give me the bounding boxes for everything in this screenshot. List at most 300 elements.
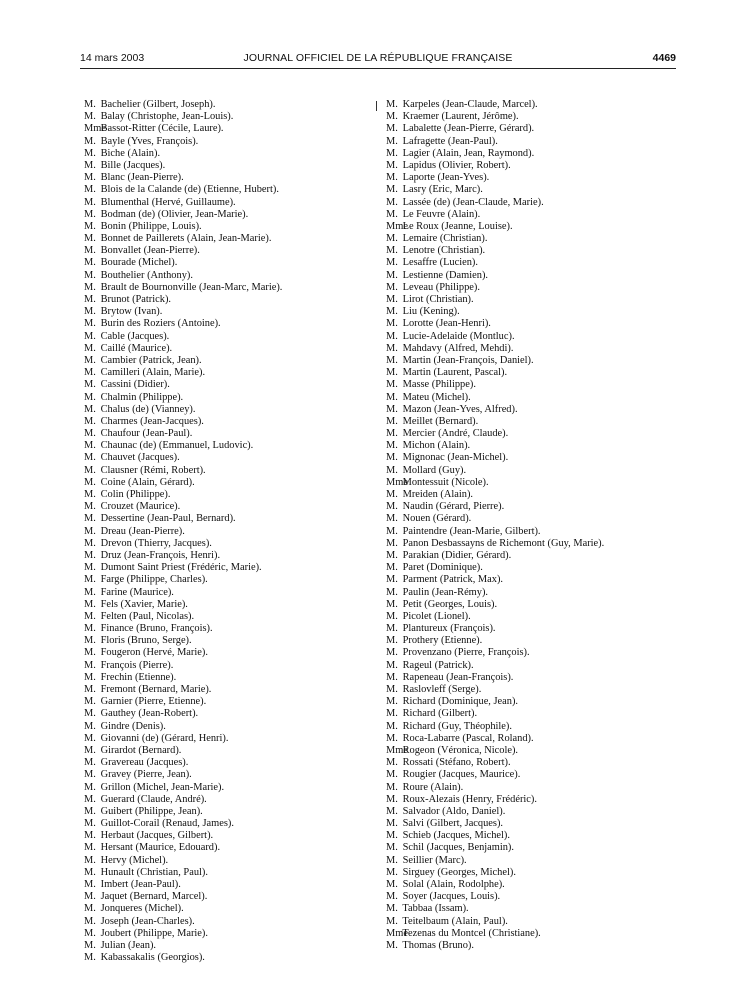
civility: M.	[84, 610, 96, 622]
civility: M.	[386, 720, 398, 732]
civility: M.	[84, 208, 96, 220]
list-item	[84, 197, 384, 209]
civility: M.	[84, 854, 96, 866]
person-name: Camilleri (Alain, Marie).	[100, 367, 206, 379]
person-name: Nouen (Gérard).	[402, 513, 472, 525]
list-item	[386, 818, 686, 830]
right-column	[386, 99, 686, 952]
list-item	[386, 136, 686, 148]
person-name: Plantureux (François).	[402, 623, 496, 635]
person-name: Mercier (André, Claude).	[402, 428, 509, 440]
civility: M.	[84, 647, 96, 659]
person-name: Schil (Jacques, Benjamin).	[402, 842, 514, 854]
civility: M.	[386, 111, 398, 123]
person-name: Richard (Guy, Théophile).	[402, 720, 512, 732]
list-item	[386, 721, 686, 733]
civility: M.	[386, 623, 398, 635]
page-number: 4469	[652, 52, 676, 64]
list-item	[386, 489, 686, 501]
list-item	[84, 733, 384, 745]
list-item	[386, 245, 686, 257]
civility: M.	[84, 891, 96, 903]
person-name: Joubert (Philippe, Marie).	[100, 927, 208, 939]
list-item	[386, 660, 686, 672]
list-item	[386, 160, 686, 172]
person-name: Blumenthal (Hervé, Guillaume).	[100, 196, 236, 208]
person-name: Raslovleff (Serge).	[402, 684, 482, 695]
civility: M.	[84, 939, 96, 951]
person-name: Michon (Alain).	[402, 440, 471, 452]
civility: M.	[84, 525, 96, 537]
list-item	[386, 257, 686, 269]
list-item	[386, 197, 686, 209]
list-item	[386, 672, 686, 684]
person-name: Cassini (Didier).	[100, 379, 170, 391]
person-name: Bonvallet (Jean-Pierre).	[100, 245, 200, 257]
civility: M.	[386, 793, 398, 805]
person-name: Lestienne (Damien).	[402, 269, 489, 281]
person-name: Martin (Laurent, Pascal).	[402, 367, 508, 379]
civility: M.	[84, 476, 96, 488]
person-name: Charmes (Jean-Jacques).	[100, 415, 204, 427]
list-item	[84, 221, 384, 233]
list-item	[386, 830, 686, 842]
list-item	[84, 806, 384, 818]
civility: M.	[386, 525, 398, 537]
list-item	[386, 184, 686, 196]
list-item	[84, 538, 384, 550]
person-name: Lesaffre (Lucien).	[402, 257, 478, 269]
civility: M.	[386, 306, 398, 318]
person-name: Julian (Jean).	[100, 939, 157, 951]
civility: M.	[386, 172, 398, 184]
civility: M.	[386, 610, 398, 622]
list-item	[84, 513, 384, 525]
person-name: Garnier (Pierre, Etienne).	[100, 696, 207, 708]
list-item	[386, 782, 686, 794]
list-item	[386, 806, 686, 818]
list-item	[386, 769, 686, 781]
person-name: Lassée (de) (Jean-Claude, Marie).	[402, 196, 544, 208]
list-item	[386, 233, 686, 245]
civility: M.	[84, 464, 96, 476]
person-name: Roux-Alezais (Henry, Frédéric).	[402, 793, 537, 805]
list-item	[84, 270, 384, 282]
civility: M.	[84, 708, 96, 720]
list-item	[84, 306, 384, 318]
list-item	[386, 757, 686, 769]
list-item	[84, 123, 384, 135]
list-item	[386, 111, 686, 123]
person-name: Biche (Alain).	[100, 147, 161, 159]
list-item	[386, 794, 686, 806]
person-name: Hervy (Michel).	[100, 854, 169, 866]
list-item	[84, 891, 384, 903]
civility: M.	[386, 598, 398, 610]
person-name: Le Roux (Jeanne, Louise).	[402, 220, 513, 232]
person-name: Masse (Philippe).	[402, 379, 476, 391]
civility: M.	[386, 318, 398, 330]
list-item	[84, 489, 384, 501]
person-name: Gindre (Denis).	[100, 720, 166, 732]
civility: M.	[84, 330, 96, 342]
person-name: Lirot (Christian).	[402, 294, 474, 305]
civility: M.	[84, 818, 96, 830]
civility: M.	[84, 172, 96, 184]
person-name: Chaufour (Jean-Paul).	[100, 428, 193, 440]
person-name: Floris (Bruno, Serge).	[100, 635, 192, 647]
civility: M.	[84, 281, 96, 293]
civility: M.	[386, 233, 398, 245]
person-name: Bachelier (Gilbert, Joseph).	[100, 99, 216, 110]
list-item	[84, 940, 384, 952]
civility: M.	[386, 135, 398, 147]
person-name: Mreiden (Alain).	[402, 489, 474, 500]
list-item	[84, 184, 384, 196]
person-name: Seillier (Marc).	[402, 854, 467, 866]
person-name: Blanc (Jean-Pierre).	[100, 172, 184, 184]
person-name: Karpeles (Jean-Claude, Marcel).	[402, 99, 538, 110]
person-name: Rougier (Jacques, Maurice).	[402, 769, 521, 781]
civility: M.	[84, 257, 96, 269]
civility: M.	[84, 294, 96, 305]
list-item	[84, 233, 384, 245]
civility: M.	[386, 854, 398, 866]
civility: M.	[386, 671, 398, 683]
issue-date: 14 mars 2003	[80, 52, 145, 64]
person-name: Salvador (Aldo, Daniel).	[402, 805, 506, 817]
civility: M.	[386, 684, 398, 695]
civility: M.	[386, 830, 398, 842]
civility: M.	[84, 513, 96, 525]
person-name: Farge (Philippe, Charles).	[100, 574, 208, 586]
list-item	[84, 696, 384, 708]
list-item	[386, 538, 686, 550]
person-name: Bassot-Ritter (Cécile, Laure).	[100, 123, 224, 135]
civility: M.	[84, 684, 96, 695]
person-name: Bouthelier (Anthony).	[100, 269, 193, 281]
list-item	[386, 282, 686, 294]
civility: M.	[84, 744, 96, 756]
civility: M.	[386, 769, 398, 781]
civility: M.	[84, 842, 96, 854]
list-item	[386, 733, 686, 745]
person-name: Brault de Bournonville (Jean-Marc, Marie).	[100, 281, 283, 293]
list-item	[84, 367, 384, 379]
list-item	[386, 465, 686, 477]
person-name: Lasry (Eric, Marc).	[402, 184, 483, 196]
civility: M.	[386, 879, 398, 890]
civility: M.	[386, 562, 398, 574]
person-name: Paintendre (Jean-Marie, Gilbert).	[402, 525, 541, 537]
person-name: Gauthey (Jean-Robert).	[100, 708, 199, 720]
list-item	[84, 477, 384, 489]
list-item	[386, 842, 686, 854]
civility: M.	[386, 147, 398, 159]
civility: M.	[84, 135, 96, 147]
civility: M.	[84, 367, 96, 379]
list-item	[84, 721, 384, 733]
person-name: Chalus (de) (Vianney).	[100, 403, 196, 415]
civility: M.	[386, 281, 398, 293]
civility: M.	[386, 891, 398, 903]
person-name: Girardot (Bernard).	[100, 744, 182, 756]
person-name: Teitelbaum (Alain, Paul).	[402, 915, 508, 927]
list-item	[386, 270, 686, 282]
civility: M.	[386, 452, 398, 464]
person-name: Salvi (Gilbert, Jacques).	[402, 818, 504, 830]
list-item	[84, 428, 384, 440]
list-item	[386, 745, 686, 757]
list-item	[386, 221, 686, 233]
civility: M.	[84, 159, 96, 171]
civility: M.	[386, 586, 398, 598]
civility: M.	[386, 513, 398, 525]
list-item	[386, 392, 686, 404]
person-name: Drevon (Thierry, Jacques).	[100, 537, 212, 549]
civility: M.	[84, 769, 96, 781]
list-item	[84, 392, 384, 404]
list-item	[386, 879, 686, 891]
civility: M.	[386, 805, 398, 817]
person-name: Richard (Gilbert).	[402, 708, 478, 720]
person-name: Soyer (Jacques, Louis).	[402, 891, 501, 903]
list-item	[84, 99, 384, 111]
person-name: Jonqueres (Michel).	[100, 903, 184, 915]
person-name: Bonin (Philippe, Louis).	[100, 220, 202, 232]
person-name: Colin (Philippe).	[100, 489, 171, 500]
person-name: Hersant (Maurice, Edouard).	[100, 842, 221, 854]
civility: M.	[84, 428, 96, 440]
person-name: Felten (Paul, Nicolas).	[100, 610, 195, 622]
civility: M.	[386, 464, 398, 476]
civility: M.	[84, 415, 96, 427]
list-item	[386, 343, 686, 355]
list-item	[84, 136, 384, 148]
list-item	[84, 331, 384, 343]
person-name: Grillon (Michel, Jean-Marie).	[100, 781, 225, 793]
civility: M.	[386, 659, 398, 671]
list-item	[386, 574, 686, 586]
list-item	[84, 635, 384, 647]
person-name: Giovanni (de) (Gérard, Henri).	[100, 732, 229, 744]
civility: M.	[84, 233, 96, 245]
person-name: Lenotre (Christian).	[402, 245, 486, 257]
civility: M.	[386, 428, 398, 440]
civility: Mme	[386, 744, 408, 756]
list-item	[386, 501, 686, 513]
civility: M.	[386, 732, 398, 744]
list-item	[386, 428, 686, 440]
person-name: Mollard (Guy).	[402, 464, 467, 476]
list-item	[84, 404, 384, 416]
list-item	[386, 903, 686, 915]
list-item	[84, 550, 384, 562]
person-name: Bille (Jacques).	[100, 159, 166, 171]
list-item	[386, 940, 686, 952]
list-item	[84, 623, 384, 635]
civility: M.	[84, 440, 96, 452]
civility: M.	[386, 818, 398, 830]
list-item	[84, 148, 384, 160]
person-name: Burin des Roziers (Antoine).	[100, 318, 221, 330]
person-name: Druz (Jean-François, Henri).	[100, 549, 221, 561]
civility: M.	[84, 659, 96, 671]
list-item	[84, 160, 384, 172]
list-item	[84, 855, 384, 867]
list-item	[386, 367, 686, 379]
civility: M.	[386, 696, 398, 708]
person-name: Solal (Alain, Rodolphe).	[402, 879, 505, 890]
person-name: Caillé (Maurice).	[100, 342, 173, 354]
person-name: Kabassakalis (Georgios).	[100, 952, 205, 964]
civility: M.	[386, 915, 398, 927]
person-name: Laporte (Jean-Yves).	[402, 172, 490, 184]
list-item	[386, 867, 686, 879]
list-item	[84, 587, 384, 599]
list-item	[386, 855, 686, 867]
person-name: Mateu (Michel).	[402, 391, 471, 403]
list-item	[84, 952, 384, 964]
list-item	[386, 477, 686, 489]
person-name: Bodman (de) (Olivier, Jean-Marie).	[100, 208, 249, 220]
person-name: Naudin (Gérard, Pierre).	[402, 501, 505, 513]
person-name: Picolet (Lionel).	[402, 610, 471, 622]
list-item	[84, 745, 384, 757]
list-item	[386, 635, 686, 647]
civility: M.	[84, 623, 96, 635]
list-item	[386, 404, 686, 416]
list-item	[84, 599, 384, 611]
person-name: Chalmin (Philippe).	[100, 391, 184, 403]
civility: M.	[84, 184, 96, 196]
list-item	[84, 611, 384, 623]
list-item	[386, 891, 686, 903]
list-item	[84, 245, 384, 257]
person-name: Hunault (Christian, Paul).	[100, 866, 208, 878]
list-item	[84, 574, 384, 586]
person-name: Dreau (Jean-Pierre).	[100, 525, 185, 537]
person-name: Mazon (Jean-Yves, Alfred).	[402, 403, 518, 415]
person-name: Provenzano (Pierre, François).	[402, 647, 530, 659]
civility: M.	[84, 952, 96, 964]
list-item	[84, 672, 384, 684]
person-name: Guerard (Claude, André).	[100, 793, 207, 805]
civility: M.	[84, 915, 96, 927]
person-name: Frechin (Etienne).	[100, 671, 177, 683]
person-name: Petit (Georges, Louis).	[402, 598, 498, 610]
person-name: Fremont (Bernard, Marie).	[100, 684, 212, 695]
person-name: Crouzet (Maurice).	[100, 501, 181, 513]
list-item	[386, 587, 686, 599]
civility: M.	[84, 269, 96, 281]
list-item	[84, 343, 384, 355]
civility: M.	[386, 939, 398, 951]
person-name: Chaunac (de) (Emmanuel, Ludovic).	[100, 440, 254, 452]
civility: M.	[386, 647, 398, 659]
person-name: Gravey (Pierre, Jean).	[100, 769, 192, 781]
person-name: Richard (Dominique, Jean).	[402, 696, 519, 708]
person-name: Le Feuvre (Alain).	[402, 208, 481, 220]
person-name: Bourade (Michel).	[100, 257, 178, 269]
person-name: Cable (Jacques).	[100, 330, 170, 342]
list-item	[84, 818, 384, 830]
list-item	[84, 318, 384, 330]
civility: M.	[84, 793, 96, 805]
person-name: Guillot-Corail (Renaud, James).	[100, 818, 234, 830]
person-name: Parakian (Didier, Gérard).	[402, 549, 512, 561]
civility: M.	[386, 294, 398, 305]
civility: M.	[84, 354, 96, 366]
list-item	[84, 647, 384, 659]
list-item	[84, 842, 384, 854]
civility: M.	[386, 574, 398, 586]
person-name: Roca-Labarre (Pascal, Roland).	[402, 732, 534, 744]
list-item	[386, 123, 686, 135]
civility: M.	[386, 354, 398, 366]
civility: M.	[386, 342, 398, 354]
civility: M.	[386, 501, 398, 513]
list-item	[84, 465, 384, 477]
list-item	[386, 708, 686, 720]
civility: M.	[84, 306, 96, 318]
list-item	[386, 416, 686, 428]
list-item	[84, 209, 384, 221]
list-item	[386, 209, 686, 221]
civility: M.	[84, 99, 96, 110]
list-item	[386, 148, 686, 160]
list-item	[84, 562, 384, 574]
civility: M.	[84, 671, 96, 683]
person-name: François (Pierre).	[100, 659, 174, 671]
civility: M.	[386, 489, 398, 500]
list-item	[386, 306, 686, 318]
person-name: Bayle (Yves, François).	[100, 135, 199, 147]
person-name: Roure (Alain).	[402, 781, 464, 793]
civility: M.	[386, 842, 398, 854]
person-name: Herbaut (Jacques, Gilbert).	[100, 830, 214, 842]
civility: M.	[386, 330, 398, 342]
list-item	[84, 903, 384, 915]
person-name: Lagier (Alain, Jean, Raymond).	[402, 147, 535, 159]
civility: M.	[84, 903, 96, 915]
civility: M.	[386, 367, 398, 379]
person-name: Chauvet (Jacques).	[100, 452, 180, 464]
civility: M.	[386, 269, 398, 281]
civility: M.	[84, 379, 96, 391]
person-name: Tabbaa (Issam).	[402, 903, 469, 915]
person-name: Gravereau (Jacques).	[100, 757, 189, 769]
civility: M.	[386, 196, 398, 208]
civility: M.	[84, 927, 96, 939]
person-name: Mahdavy (Alfred, Mehdi).	[402, 342, 514, 354]
person-name: Schieb (Jacques, Michel).	[402, 830, 510, 842]
civility: M.	[386, 208, 398, 220]
person-name: Guibert (Philippe, Jean).	[100, 805, 203, 817]
person-name: Brytow (Ivan).	[100, 306, 163, 318]
person-name: Cambier (Patrick, Jean).	[100, 354, 202, 366]
person-name: Montessuit (Nicole).	[402, 476, 489, 488]
person-name: Lorotte (Jean-Henri).	[402, 318, 491, 330]
civility: M.	[84, 549, 96, 561]
civility: M.	[84, 586, 96, 598]
person-name: Imbert (Jean-Paul).	[100, 879, 181, 890]
left-column	[84, 99, 384, 964]
civility: M.	[84, 732, 96, 744]
civility: M.	[386, 708, 398, 720]
civility: M.	[84, 391, 96, 403]
person-name: Panon Desbassayns de Richemont (Guy, Marie).	[402, 537, 605, 549]
